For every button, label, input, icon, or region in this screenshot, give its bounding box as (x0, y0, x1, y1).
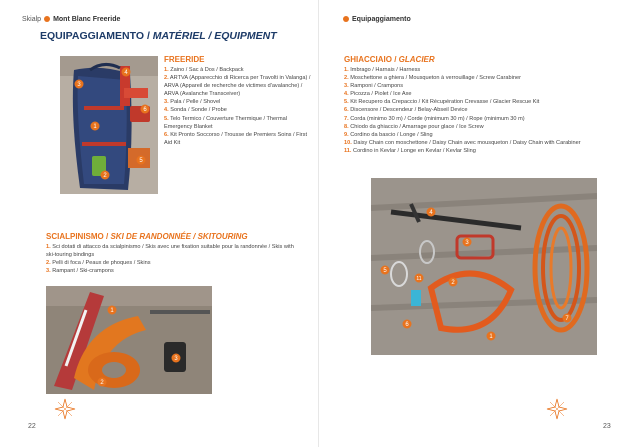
glacier-heading: GHIACCIAIO / GLACIER (344, 55, 435, 64)
glacier-list (344, 66, 624, 155)
svg-text:2: 2 (451, 280, 455, 286)
svg-text:2: 2 (100, 380, 104, 386)
list-item: 1. Zaino / Sac à Dos / Backpack (164, 67, 244, 73)
brand-label: Skialp (22, 16, 42, 23)
page-gutter (318, 0, 319, 447)
svg-text:7: 7 (565, 316, 569, 322)
list-item: 2. ARTVA (Apparecchio di Ricerca per Travolti in Valanga) / ARVA (Appareil de recherche de victimes d'avalanche) / ARVA (Avalanche Transceiver) (164, 75, 311, 98)
svg-text:5: 5 (139, 158, 143, 164)
svg-text:6: 6 (143, 107, 147, 113)
list-item: 1. Sci dotati di attacco da scialpinismo / Skis avec une fixation suitable pour la randonnée / Skis with ski-touring bindings (46, 244, 294, 259)
glacier-gear-photo (371, 178, 597, 355)
right-running-header (340, 16, 411, 23)
skitouring-list (46, 243, 296, 275)
freeride-heading: FREERIDE (164, 55, 205, 64)
list-item: 6. Kit Pronto Soccorso / Trousse de Premiers Soins / First Aid Kit (164, 131, 308, 146)
glacier-section (344, 55, 624, 155)
svg-text:4: 4 (124, 70, 128, 76)
backpack-photo (60, 56, 158, 194)
skitouring-heading: SCIALPINISMO / SKI DE RANDONNÉE / SKITOURING (46, 232, 248, 241)
list-item: 9. Cordino da bascio / Longe / Sling (344, 131, 433, 138)
svg-text:3: 3 (77, 82, 81, 88)
list-item: 7. Corda (minimo 30 m) / Corde (minimum 30 m) / Rope (minimum 30 m) (344, 115, 525, 122)
skis-photo (46, 286, 212, 394)
compass-logo-icon (54, 398, 76, 425)
list-item: 3. Pala / Pelle / Shovel (164, 99, 221, 106)
skitouring-section (46, 232, 296, 275)
list-item: 8. Chiodo da ghiaccio / Amarrage pour glace / Ice Screw (344, 123, 484, 130)
section-label: Mont Blanc Freeride (53, 16, 121, 23)
list-item: 10. Daisy Chain con moschettone / Daisy Chain avec mousqueton / Daisy Chain with Carabiner (344, 139, 581, 146)
list-item: 4. Sonda / Sonde / Probe (164, 107, 227, 114)
orange-dot-icon (44, 16, 50, 22)
svg-text:1: 1 (93, 124, 97, 130)
svg-text:11: 11 (416, 276, 422, 282)
svg-text:3: 3 (174, 356, 178, 362)
svg-text:1: 1 (110, 308, 114, 314)
list-item: 6. Discensore / Descendeur / Belay-Abseil Device (344, 107, 468, 114)
svg-text:4: 4 (429, 210, 433, 216)
freeride-section (164, 55, 312, 147)
left-running-header (22, 16, 120, 23)
svg-text:6: 6 (405, 322, 409, 328)
page-number-left: 22 (28, 423, 36, 430)
list-item: 3. Rampant / Ski-crampons (46, 268, 114, 275)
section-label: Equipaggiamento (352, 16, 411, 23)
freeride-list (164, 66, 312, 147)
orange-dot-icon (343, 16, 349, 22)
list-item: 3. Ramponi / Crampons (344, 83, 404, 90)
list-item: 2. Pelli di foca / Peaux de phoques / Skins (46, 260, 151, 267)
svg-text:3: 3 (465, 240, 469, 246)
svg-text:5: 5 (383, 268, 387, 274)
list-item: 11. Cordino in Kevlar / Longe en Kevlar / Kevlar Sling (344, 147, 476, 154)
compass-logo-icon (546, 398, 568, 425)
list-item: 5. Telo Termico / Couverture Thermique / Thermal Emergency Blanket (164, 115, 288, 130)
list-item: 4. Picozza / Piolet / Ice Axe (344, 91, 412, 98)
list-item: 2. Moschettone a ghiera / Mousqueton à verrouillage / Screw Carabiner (344, 75, 521, 82)
page-number-right: 23 (603, 423, 611, 430)
page-title: EQUIPAGGIAMENTO / MATÉRIEL / EQUIPMENT (40, 30, 277, 42)
list-item: 1. Imbrago / Harnais / Harness (344, 67, 421, 73)
svg-text:2: 2 (103, 173, 107, 179)
list-item: 5. Kit Recupero da Crepaccio / Kit Récupération Crevasse / Glacier Rescue Kit (344, 99, 540, 106)
svg-text:1: 1 (489, 334, 493, 340)
